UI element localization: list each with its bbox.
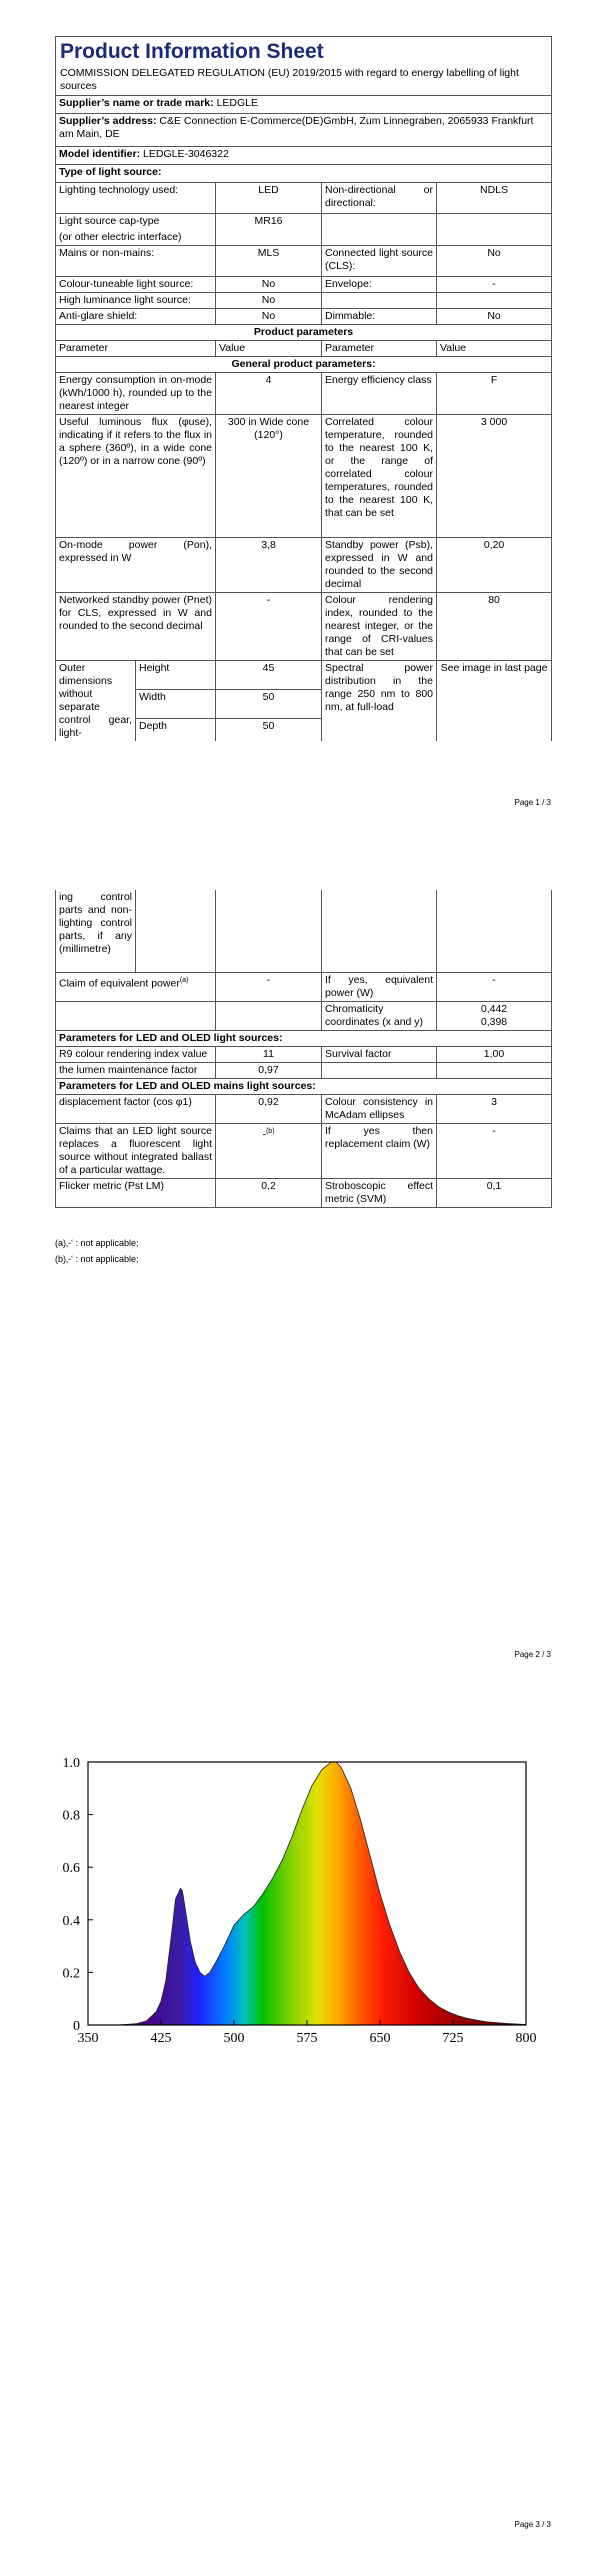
high-luminance-label: High luminance light source: <box>56 293 216 309</box>
displacement-value: 0,92 <box>216 1095 322 1124</box>
y-tick-label: 0.6 <box>62 1861 80 1877</box>
supplier-name-label: Supplier’s name or trade mark: <box>59 97 214 109</box>
supplier-name: LEDGLE <box>216 97 258 109</box>
mains-params-header: Parameters for LED and OLED mains light sources: <box>56 1079 552 1095</box>
x-tick-label: 425 <box>150 2031 172 2046</box>
general-params-header: General product parameters: <box>56 357 552 373</box>
claims-sup: (b) <box>265 1128 275 1135</box>
claims-value: - <box>262 1128 266 1141</box>
x-tick-label: 650 <box>369 2031 391 2046</box>
anti-glare-value: No <box>216 309 322 325</box>
mains-label: Mains or non-mains: <box>56 246 216 277</box>
equiv-yes-label: If yes, equivalent power (W) <box>322 973 437 1002</box>
page-2 <box>0 830 603 1670</box>
energy-consumption-label: Energy consumption in on-mode (kWh/1000 h), rounded up to the nearest integer <box>56 373 216 415</box>
r9-label: R9 colour rendering index value <box>56 1047 216 1063</box>
non-directional-label: Non-directional or directional: <box>322 183 437 214</box>
r9-value: 11 <box>216 1047 322 1063</box>
col-parameter-1: Parameter <box>56 341 216 357</box>
stroboscopic-value: 0,1 <box>437 1179 552 1208</box>
width-value: 50 <box>216 690 322 719</box>
spectral-distribution-label: Spectral power distribution in the range 250 nm to 800 nm, at full-load <box>322 661 437 742</box>
lumen-maintenance-value: 0,97 <box>216 1063 322 1079</box>
product-info-table-cont <box>55 890 552 1208</box>
onmode-power-label: On-mode power (Pon), expressed in W <box>56 538 216 593</box>
y-tick-label: 0.4 <box>62 1913 80 1929</box>
chromaticity-x: 0,442 <box>480 1003 508 1015</box>
model-label: Model identifier: <box>59 148 141 160</box>
cri-value: 80 <box>437 593 552 661</box>
high-luminance-value: No <box>216 293 322 309</box>
cap-type-sub: (or other electric interface) <box>59 231 182 243</box>
flicker-value: 0,2 <box>216 1179 322 1208</box>
page-number: Page 1 / 3 <box>514 798 551 807</box>
colour-tuneable-label: Colour-tuneable light source: <box>56 277 216 293</box>
lighting-tech-label: Lighting technology used: <box>56 183 216 214</box>
depth-label: Depth <box>136 719 216 742</box>
cct-value: 3 000 <box>437 415 552 538</box>
col-value-2: Value <box>437 341 552 357</box>
spectrum-area <box>117 1762 526 2025</box>
x-tick-label: 575 <box>296 2031 318 2046</box>
cap-type-label: Light source cap-type <box>59 215 160 227</box>
page-1 <box>0 0 603 830</box>
y-tick-label: 0 <box>73 2019 80 2034</box>
dimmable-value: No <box>437 309 552 325</box>
model-identifier: LEDGLE-3046322 <box>143 148 229 160</box>
connected-label: Connected light source (CLS): <box>322 246 437 277</box>
equiv-power-value: - <box>216 973 322 1002</box>
non-directional-value: NDLS <box>437 183 552 214</box>
consistency-label: Colour consistency in McAdam ellipses <box>322 1095 437 1124</box>
x-tick-label: 500 <box>223 2031 245 2046</box>
displacement-label: displacement factor (cos φ1) <box>56 1095 216 1124</box>
y-tick-label: 1.0 <box>62 1756 80 1771</box>
type-header: Type of light source: <box>56 165 552 183</box>
lumen-maintenance-label: the lumen maintenance factor <box>56 1063 216 1079</box>
networked-standby-label: Networked standby power (Pnet) for CLS, expressed in W and rounded to the second decimal <box>56 593 216 661</box>
connected-value: No <box>437 246 552 277</box>
chromaticity-y: 0,398 <box>480 1016 508 1028</box>
luminous-flux-label: Useful luminous flux (φuse), indicating if it refers to the flux in a sphere (360º), in a wide cone (120º) or in a narrow cone (90º) <box>56 415 216 538</box>
footnote-a: (a)‚-‘ : not applicable; <box>55 1238 139 1248</box>
equiv-power-sup: (a) <box>179 977 189 984</box>
height-label: Height <box>136 661 216 690</box>
energy-class-value: F <box>437 373 552 415</box>
x-tick-label: 350 <box>77 2031 99 2046</box>
flicker-label: Flicker metric (Pst LM) <box>56 1179 216 1208</box>
survival-value: 1,00 <box>437 1047 552 1063</box>
replacement-label: If yes then replacement claim (W) <box>322 1124 437 1179</box>
equiv-power-label: Claim of equivalent power <box>59 977 180 990</box>
y-tick-label: 0.2 <box>62 1966 80 1982</box>
regulation-text: COMMISSION DELEGATED REGULATION (EU) 2019/2015 with regard to energy labelling of light sources <box>60 67 519 92</box>
page-3 <box>0 1670 603 2560</box>
equiv-yes-value: - <box>437 973 552 1002</box>
onmode-power-value: 3,8 <box>216 538 322 593</box>
supplier-address: C&E Connection E-Commerce(DE)GmbH, Zum Linnegraben, 2065933 Frankfurt am Main, DE <box>59 115 534 140</box>
mains-value: MLS <box>216 246 322 277</box>
luminous-flux-value: 300 in Wide cone (120°) <box>216 415 322 538</box>
consistency-value: 3 <box>437 1095 552 1124</box>
page-title: Product Information Sheet <box>60 40 324 63</box>
standby-power-value: 0,20 <box>437 538 552 593</box>
height-value: 45 <box>216 661 322 690</box>
colour-tuneable-value: No <box>216 277 322 293</box>
supplier-address-label: Supplier’s address: <box>59 115 157 127</box>
width-label: Width <box>136 690 216 719</box>
anti-glare-label: Anti-glare shield: <box>56 309 216 325</box>
envelope-label: Envelope: <box>322 277 437 293</box>
energy-consumption-value: 4 <box>216 373 322 415</box>
page-number: Page 2 / 3 <box>514 1650 551 1659</box>
spectral-power-chart <box>0 1740 603 2060</box>
claims-label: Claims that an LED light source replaces a fluorescent light source without integrated ballast of a particular wattage. <box>56 1124 216 1179</box>
networked-standby-value: - <box>216 593 322 661</box>
replacement-value: - <box>437 1124 552 1179</box>
chromaticity-label: Chromaticity coordinates (x and y) <box>322 1002 437 1031</box>
x-tick-label: 725 <box>442 2031 464 2046</box>
x-tick-label: 800 <box>515 2031 537 2046</box>
depth-value: 50 <box>216 719 322 742</box>
survival-label: Survival factor <box>322 1047 437 1063</box>
page-number: Page 3 / 3 <box>514 2520 551 2529</box>
product-params-header: Product parameters <box>56 325 552 341</box>
outer-dimensions-label: Outer dimensions without separate control gear, light- <box>56 661 136 742</box>
cct-label: Correlated colour temperature, rounded to the nearest 100 K, or the range of correlated colour temperatures, rounded to the nearest 100 K, that can be set <box>322 415 437 538</box>
outer-dimensions-cont: ing control parts and non-lighting control parts, if any (millimetre) <box>56 890 136 973</box>
stroboscopic-label: Stroboscopic effect metric (SVM) <box>322 1179 437 1208</box>
col-parameter-2: Parameter <box>322 341 437 357</box>
cap-type-value: MR16 <box>216 214 322 246</box>
product-info-table <box>55 36 552 741</box>
standby-power-label: Standby power (Psb), expressed in W and rounded to the second decimal <box>322 538 437 593</box>
footnote-b: (b)‚-‘ : not applicable; <box>55 1254 139 1264</box>
led-params-header: Parameters for LED and OLED light sources: <box>56 1031 552 1047</box>
col-value-1: Value <box>216 341 322 357</box>
y-tick-label: 0.8 <box>62 1808 80 1824</box>
spectral-distribution-value: See image in last page <box>437 661 552 742</box>
envelope-value: - <box>437 277 552 293</box>
lighting-tech-value: LED <box>216 183 322 214</box>
cri-label: Colour rendering index, rounded to the nearest integer, or the range of CRI-values that can be set <box>322 593 437 661</box>
energy-class-label: Energy efficiency class <box>322 373 437 415</box>
dimmable-label: Dimmable: <box>322 309 437 325</box>
